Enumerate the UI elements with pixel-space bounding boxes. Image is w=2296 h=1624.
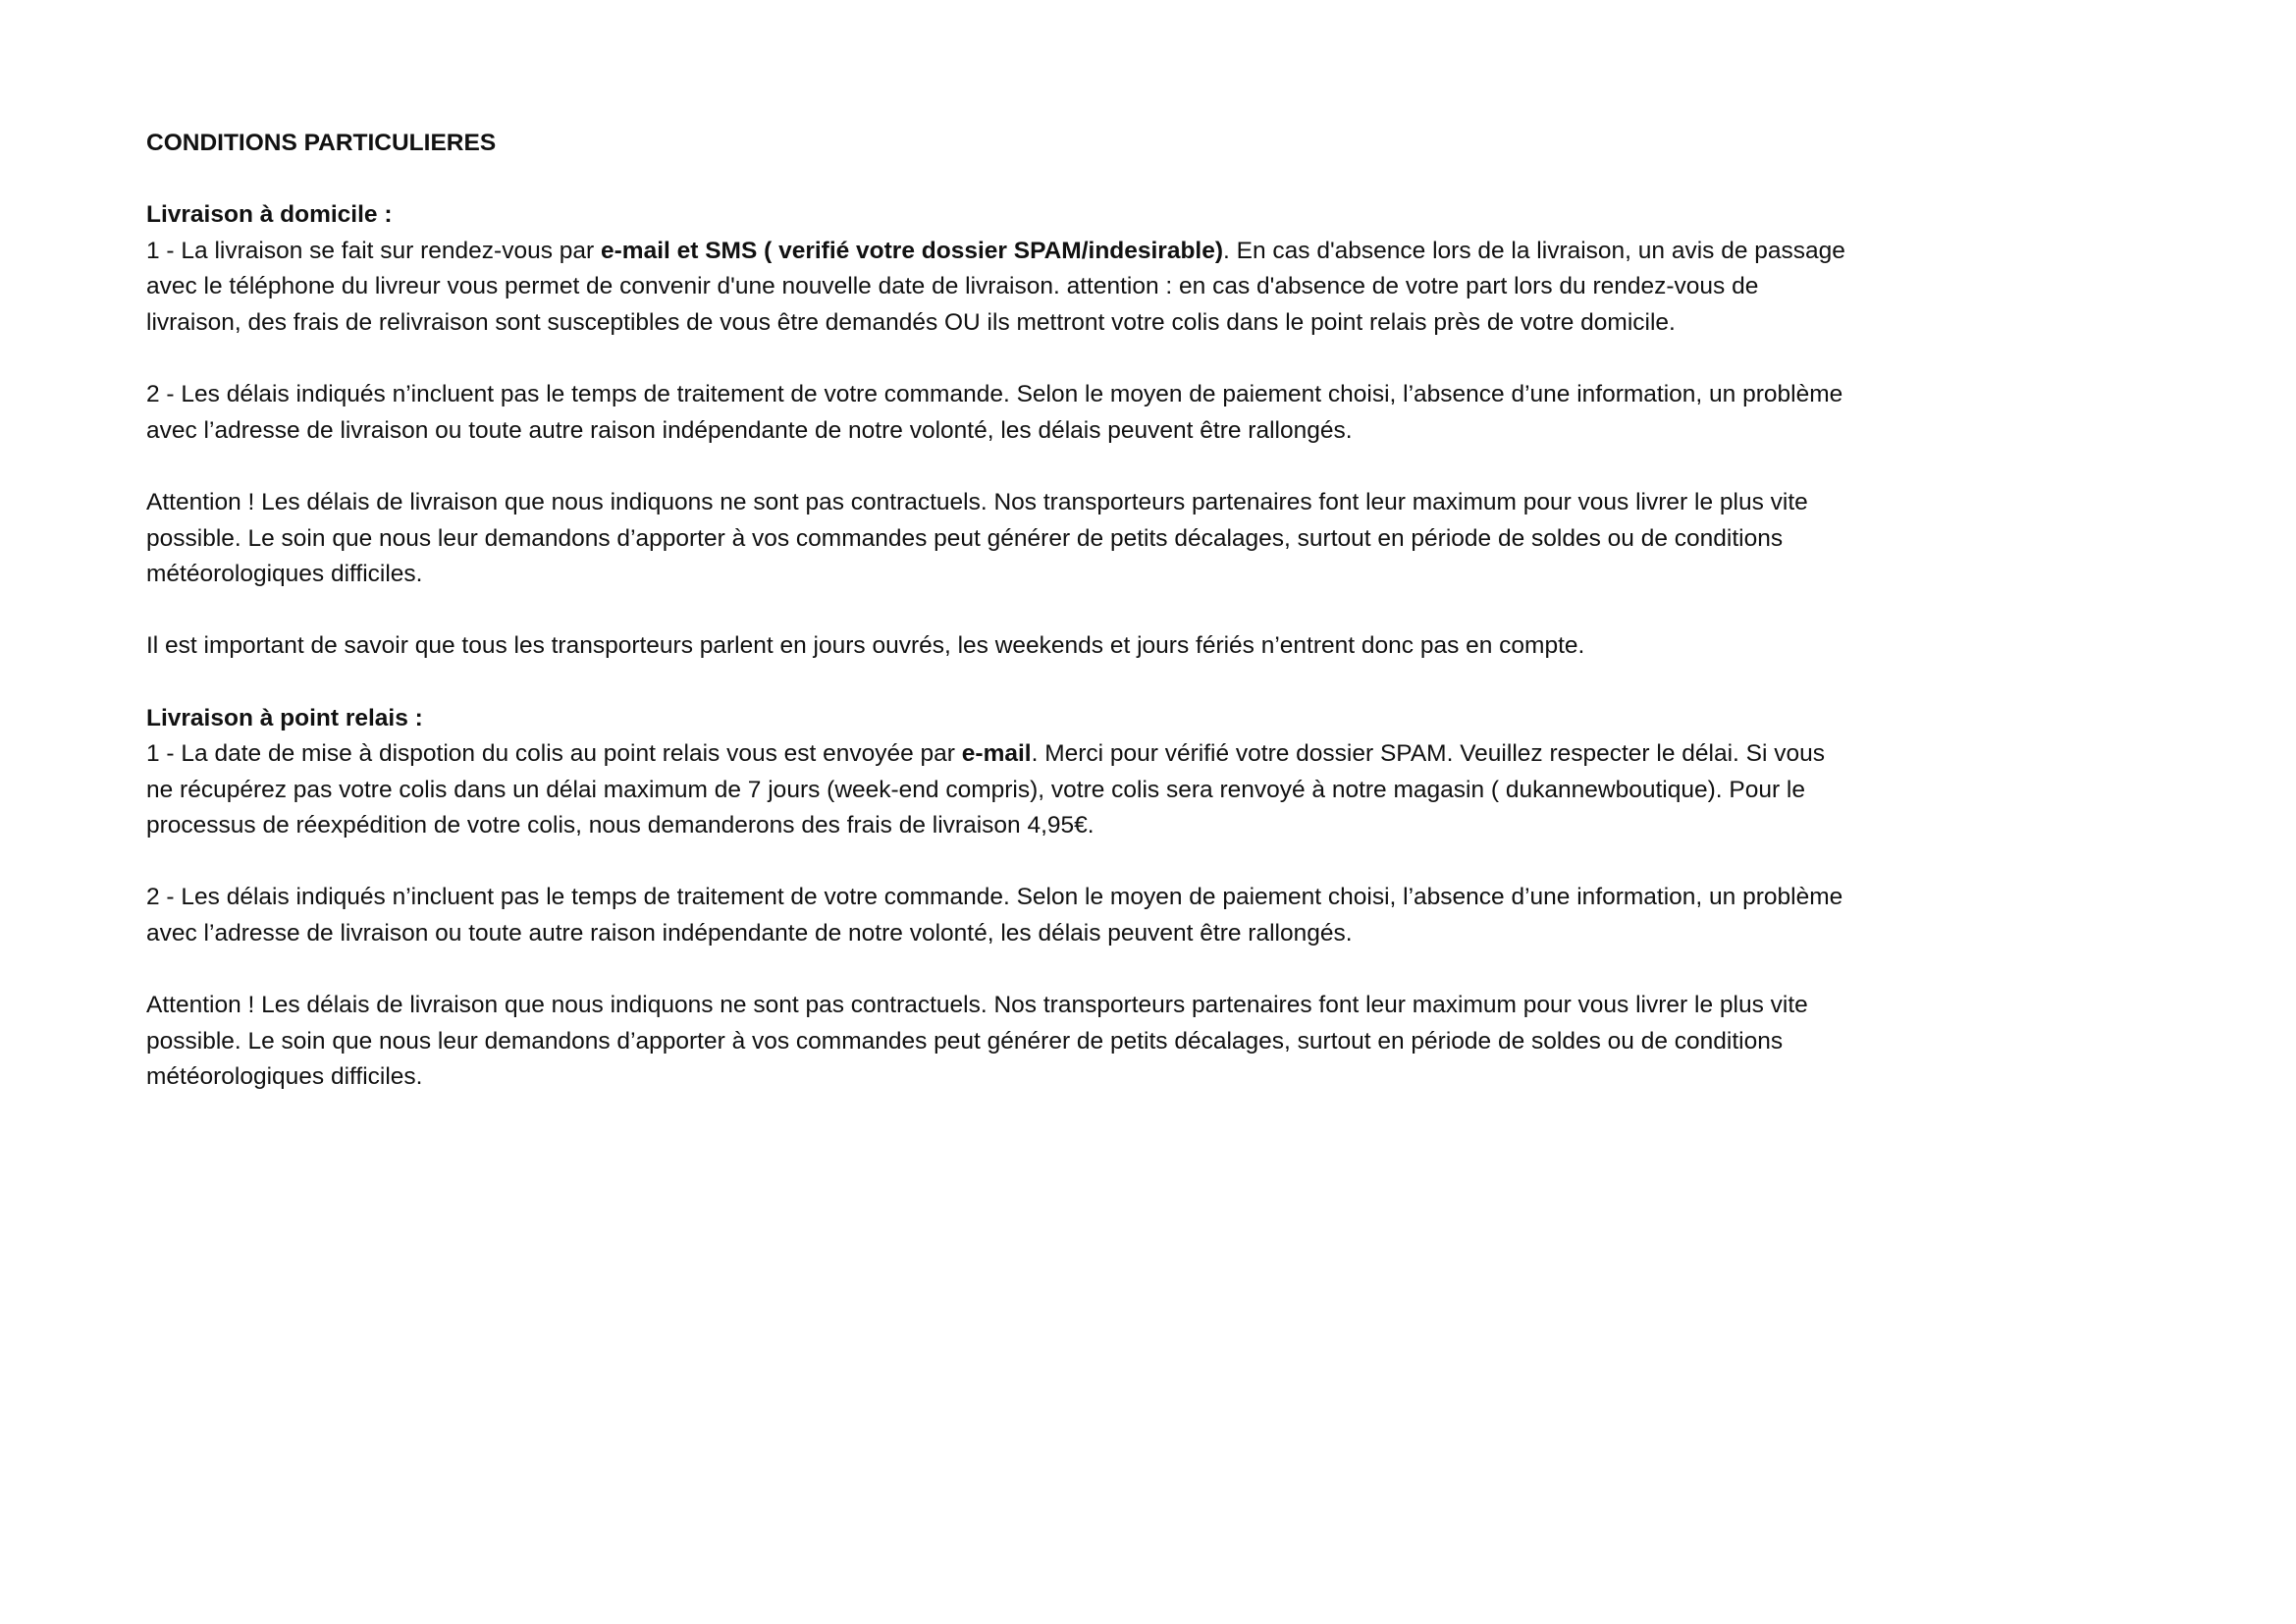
document-title: CONDITIONS PARTICULIERES — [146, 130, 497, 156]
home-delivery-heading: Livraison à domicile : — [146, 201, 393, 229]
relay-delivery-paragraph-1 — [146, 736, 1854, 844]
home-p1-text-b: . En cas d'absence lors de la livraison, un avis de passage avec le téléphone du livreur vous permet de convenir d'une nouvelle date de livraison. attention : en cas d'absence de votre part lors du rendez-vous de livraison, des frais de relivraison sont susceptibles de vous être demandés OU ils mettront votre colis dans le point relais près de votre domicile. — [146, 237, 1845, 336]
home-delivery-paragraph-2: 2 - Les délais indiqués n’incluent pas le temps de traitement de votre commande. Selon le moyen de paiement choisi, l’absence d’une information, un problème avec l’adresse de livraison ou toute autre raison indépendante de notre volonté, les délais peuvent être rallongés. — [146, 381, 1843, 444]
relay-p1-text-a: 1 - La date de mise à dispotion du colis au point relais vous est envoyée par — [146, 740, 962, 768]
relay-delivery-heading: Livraison à point relais : — [146, 704, 423, 731]
relay-delivery-paragraph-2: 2 - Les délais indiqués n’incluent pas le temps de traitement de votre commande. Selon le moyen de paiement choisi, l’absence d’une information, un problème avec l’adresse de livraison ou toute autre raison indépendante de notre volonté, les délais peuvent être rallongés. — [146, 884, 1843, 947]
home-delivery-paragraph-1 — [146, 234, 1854, 342]
relay-p1-bold: e-mail — [961, 740, 1032, 768]
home-delivery-paragraph-4: Il est important de savoir que tous les transporteurs parlent en jours ouvrés, les weekends et jours fériés n’entrent donc pas en compte. — [146, 632, 1585, 660]
relay-delivery-paragraph-3: Attention ! Les délais de livraison que nous indiquons ne sont pas contractuels. Nos transporteurs partenaires font leur maximum pour vous livrer le plus vite possible. Le soin que nous leur demandons d’apporter à vos commandes peut générer de petits décalages, surtout en période de soldes ou de conditions météorologiques difficiles. — [146, 992, 1808, 1091]
home-p1-bold: e-mail et SMS ( verifié votre dossier SPAM/indesirable) — [601, 237, 1224, 264]
relay-p1-text-b: . Merci pour vérifié votre dossier SPAM. Veuillez respecter le délai. Si vous ne récupérez pas votre colis dans un délai maximum de 7 jours (week-end compris), votre colis sera renvoyé à notre magasin ( dukannewboutique). Pour le processus de réexpédition de votre colis, nous demanderons des frais de livraison 4,95€. — [146, 740, 1825, 839]
home-p1-text-a: 1 - La livraison se fait sur rendez-vous par — [146, 237, 601, 264]
document-page — [146, 126, 1854, 1096]
home-delivery-paragraph-3: Attention ! Les délais de livraison que nous indiquons ne sont pas contractuels. Nos transporteurs partenaires font leur maximum pour vous livrer le plus vite possible. Le soin que nous leur demandons d’apporter à vos commandes peut générer de petits décalages, surtout en période de soldes ou de conditions météorologiques difficiles. — [146, 488, 1808, 588]
